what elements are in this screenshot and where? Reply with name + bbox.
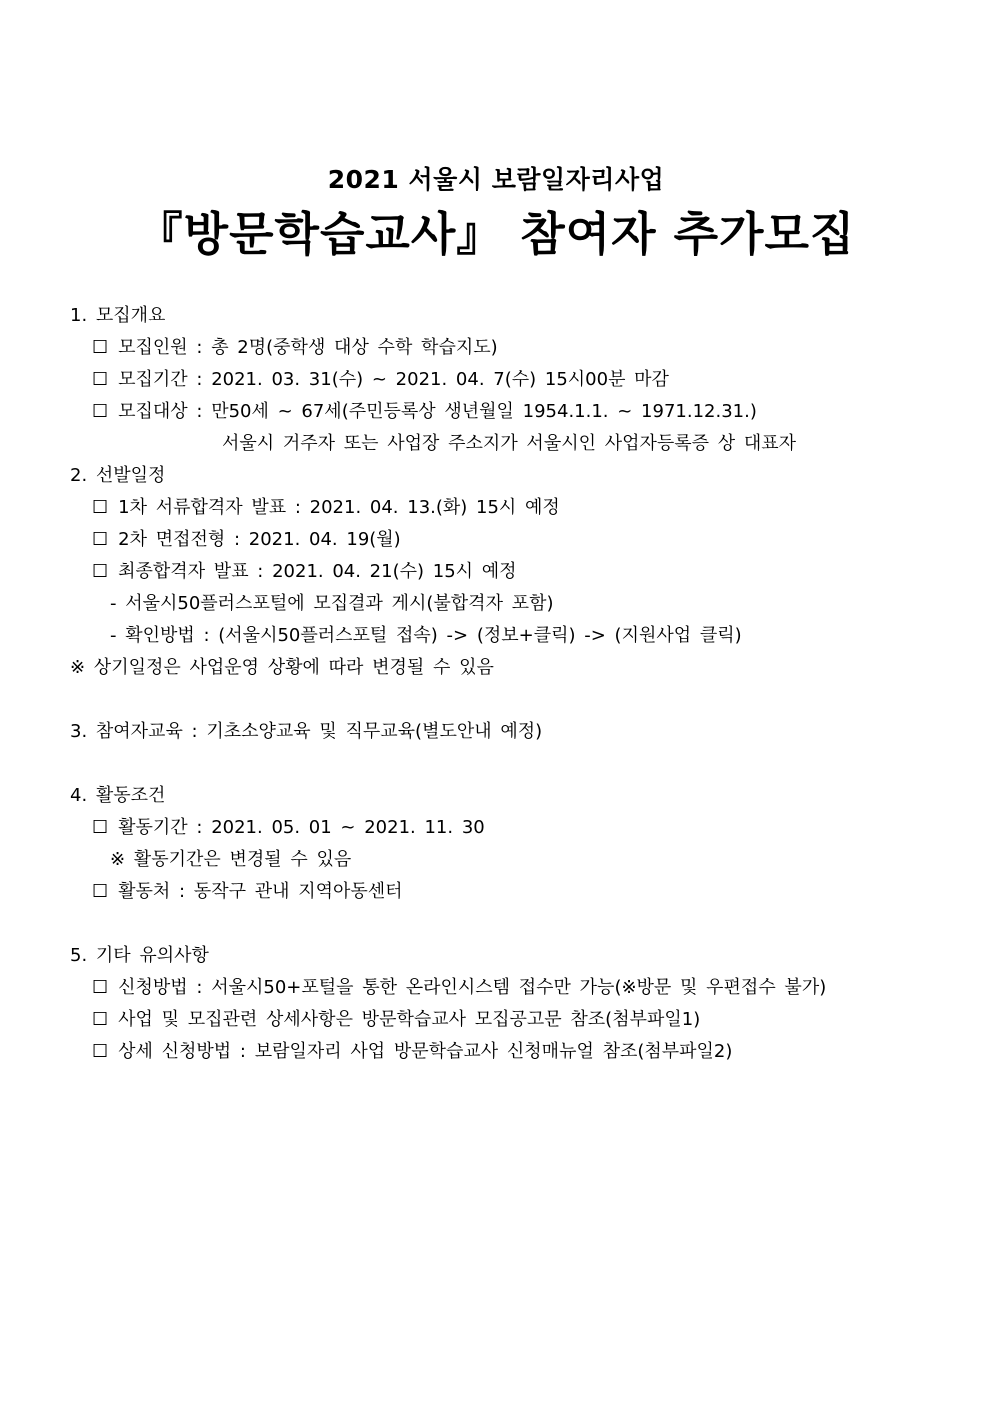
section-4-item-activity-place [92,880,403,904]
section-2-detail-post: - 서울시50플러스포털에 모집결과 게시(불합격자 포함) [110,593,554,614]
section-1-item-recruit-target-cont: 서울시 거주자 또는 사업장 주소지가 서울시인 사업자등록증 상 대표자 [222,433,797,454]
section-5-heading: 5. 기타 유의사항 [70,945,209,966]
item-text: 모집인원 : 총 2명(중학생 대상 수학 학습지도) [118,337,498,358]
item-text: 1차 서류합격자 발표 : 2021. 04. 13.(화) 15시 예정 [118,497,560,518]
checkbox-icon: ☐ [92,497,109,518]
item-text: 모집기간 : 2021. 03. 31(수) ~ 2021. 04. 7(수) 15시00분 마감 [118,369,669,390]
section-5-item-details [92,1008,700,1032]
checkbox-icon: ☐ [92,529,109,550]
section-4-heading: 4. 활동조건 [70,785,166,806]
checkbox-icon: ☐ [92,817,109,838]
section-2-note: ※ 상기일정은 사업운영 상황에 따라 변경될 수 있음 [70,657,494,678]
item-text: 상세 신청방법 : 보람일자리 사업 방문학습교사 신청매뉴얼 참조(첨부파일2) [118,1041,733,1062]
item-text: 활동처 : 동작구 관내 지역아동센터 [118,881,403,902]
item-text: 2차 면접전형 : 2021. 04. 19(월) [118,529,401,550]
section-1-item-recruit-target [92,400,757,424]
section-4-item-activity-period [92,816,485,840]
document-subtitle: 2021 서울시 보람일자리사업 [327,165,665,194]
section-1-item-recruit-count [92,336,498,360]
item-text: 활동기간 : 2021. 05. 01 ~ 2021. 11. 30 [118,817,485,838]
section-3-heading: 3. 참여자교육 : 기초소양교육 및 직무교육(별도안내 예정) [70,721,543,742]
section-5-item-apply-manual [92,1040,732,1064]
item-text: 모집대상 : 만50세 ~ 67세(주민등록상 생년월일 1954.1.1. ~ 1971.12.31.) [118,401,757,422]
section-2-item-final-result [92,560,517,584]
checkbox-icon: ☐ [92,881,109,902]
section-2-detail-check-method: - 확인방법 : (서울시50플러스포털 접속) -> (정보+클릭) -> (지원사업 클릭) [110,625,742,646]
checkbox-icon: ☐ [92,977,109,998]
checkbox-icon: ☐ [92,401,109,422]
section-2-heading: 2. 선발일정 [70,465,166,486]
checkbox-icon: ☐ [92,337,109,358]
checkbox-icon: ☐ [92,1009,109,1030]
item-text: 최종합격자 발표 : 2021. 04. 21(수) 15시 예정 [118,561,517,582]
checkbox-icon: ☐ [92,369,109,390]
section-5-item-apply-method [92,976,826,1000]
item-text: 신청방법 : 서울시50+포털을 통한 온라인시스템 접수만 가능(※방문 및 우편접수 불가) [118,977,827,998]
section-4-note: ※ 활동기간은 변경될 수 있음 [110,849,352,870]
checkbox-icon: ☐ [92,1041,109,1062]
checkbox-icon: ☐ [92,561,109,582]
section-2-item-first-result [92,496,560,520]
section-1-item-recruit-period [92,368,669,392]
item-text: 사업 및 모집관련 상세사항은 방문학습교사 모집공고문 참조(첨부파일1) [118,1009,701,1030]
section-2-item-interview [92,528,401,552]
document-title: 『방문학습교사』 참여자 추가모집 [136,207,856,261]
section-1-heading: 1. 모집개요 [70,305,166,326]
